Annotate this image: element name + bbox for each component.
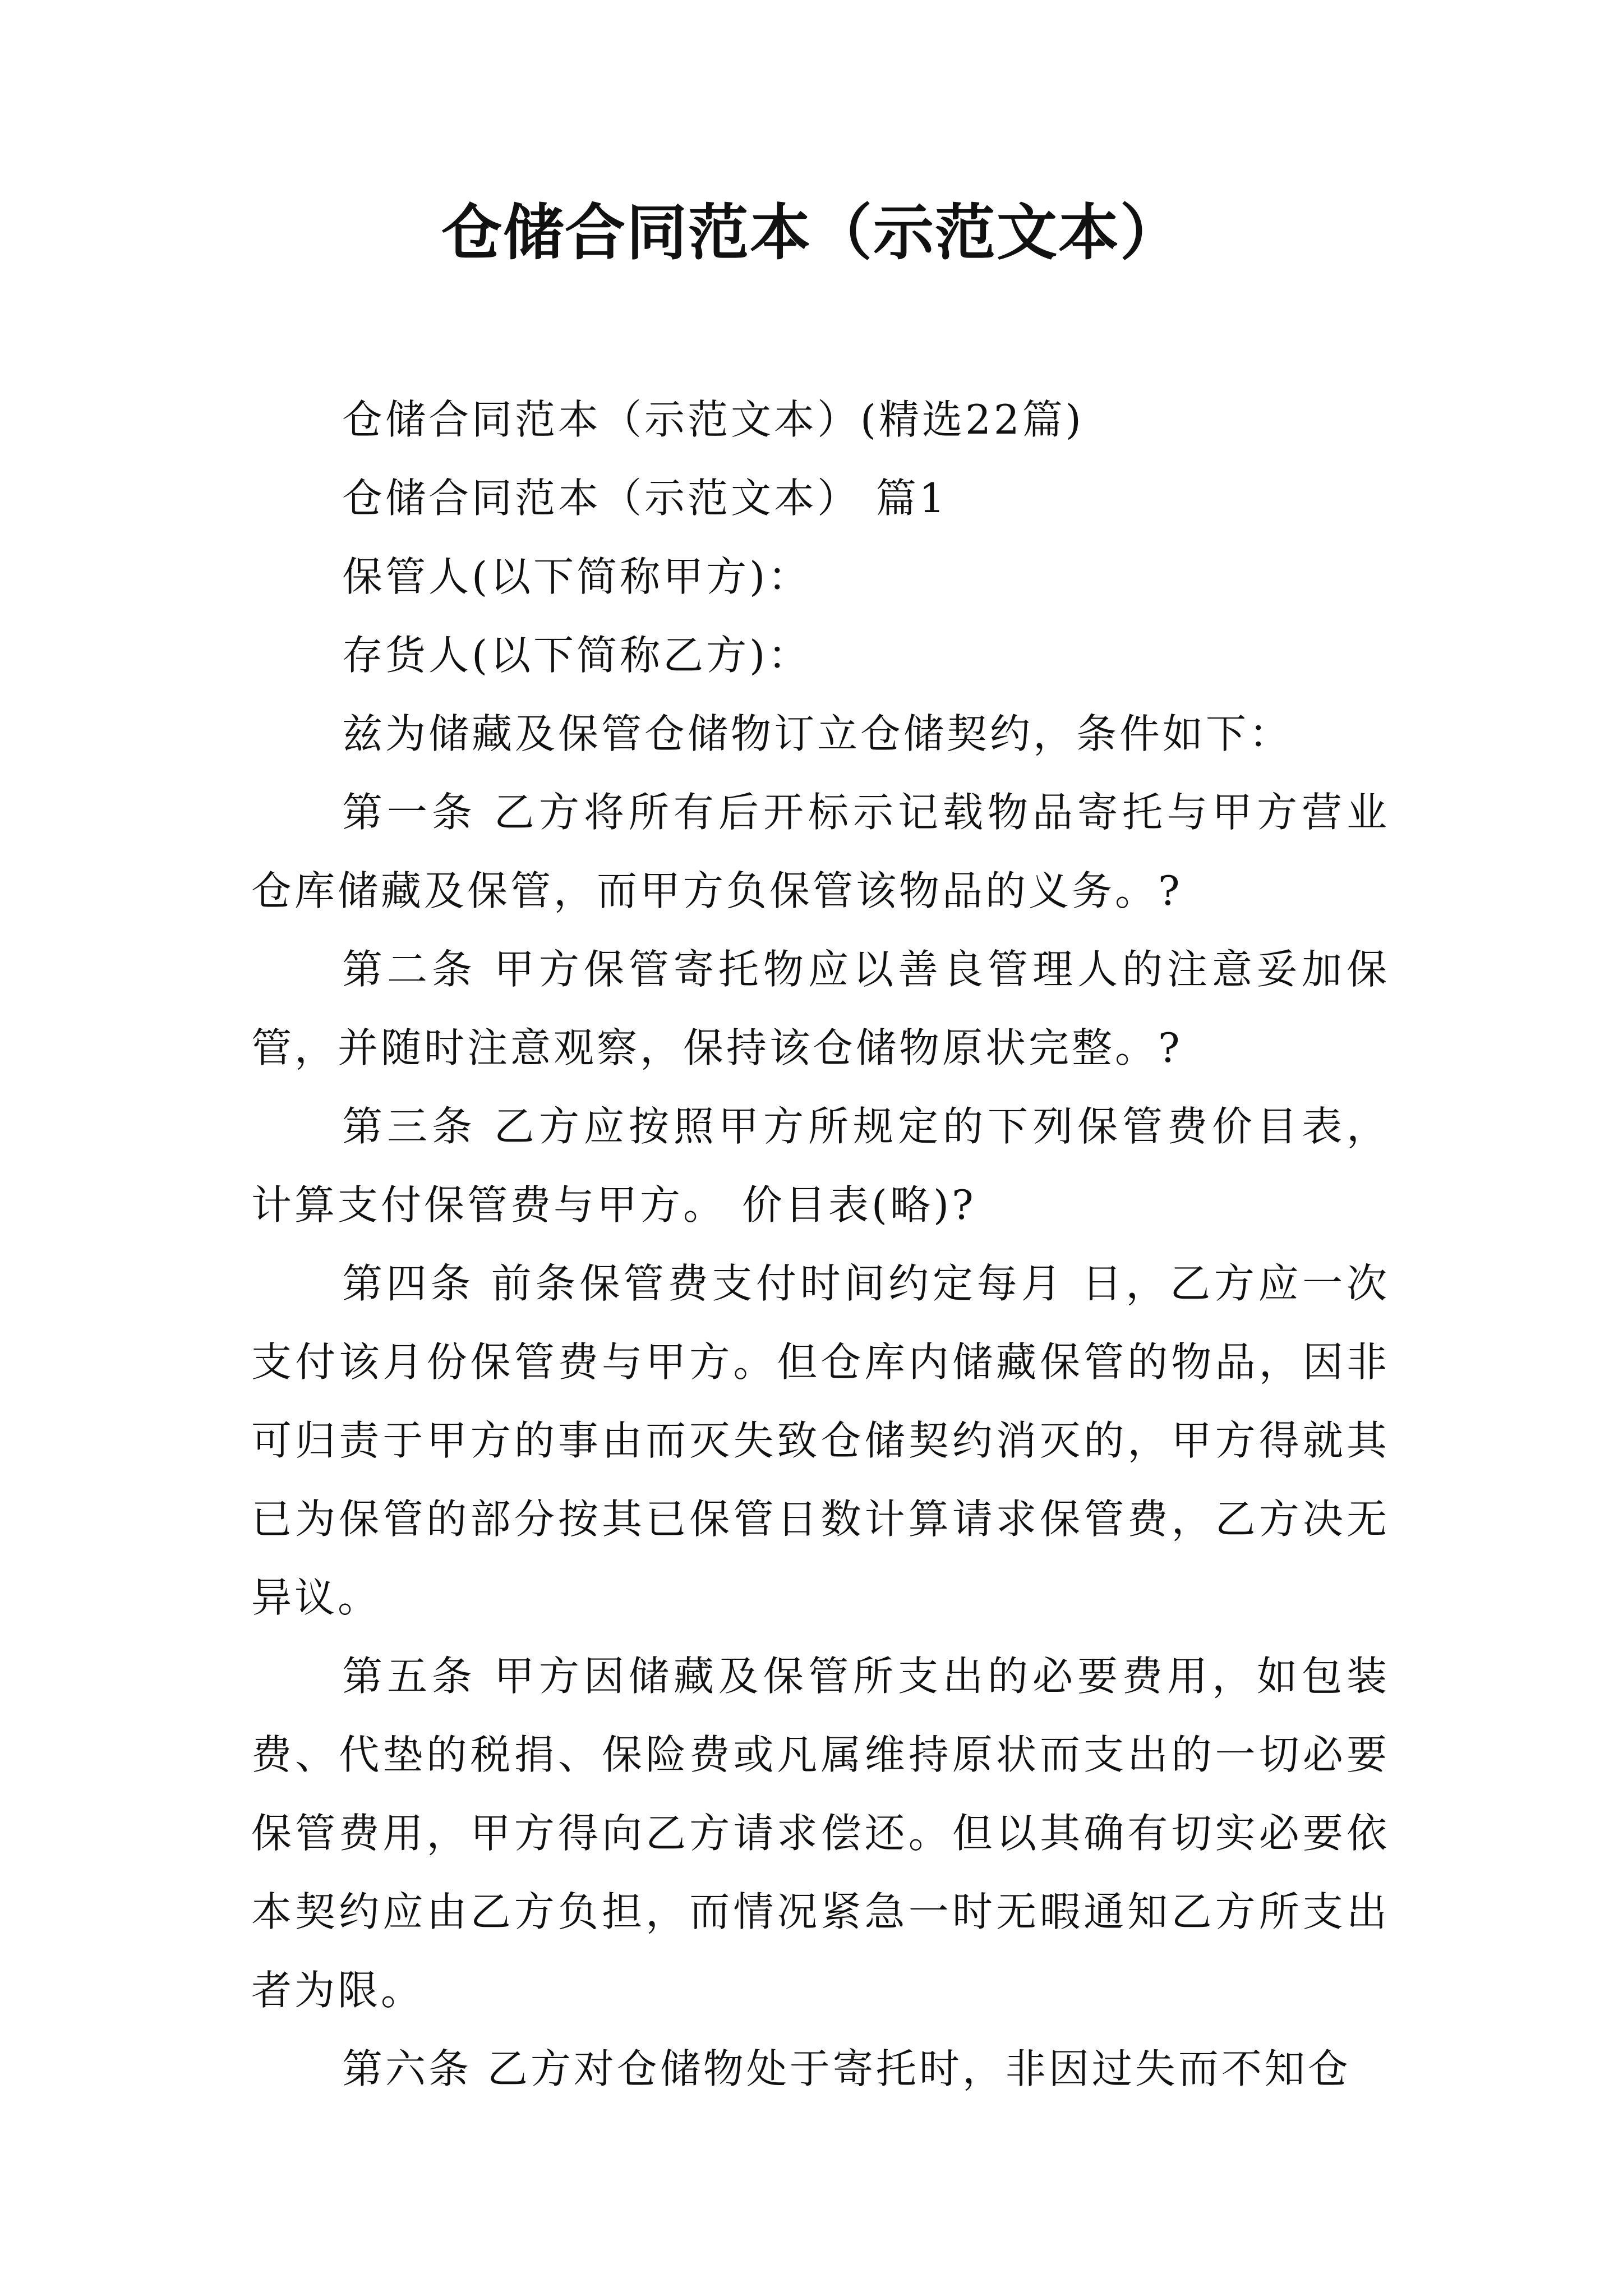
document-body — [251, 380, 1390, 2108]
paragraph-article-3: 第三条 乙方应按照甲方所规定的下列保管费价目表，计算支付保管费与甲方。 价目表(略)? — [251, 1103, 1390, 1228]
paragraph-collection-heading: 仓储合同范本（示范文本）(精选22篇) — [342, 396, 1084, 443]
paragraph-preamble: 兹为储藏及保管仓储物订立仓储契约，条件如下： — [342, 710, 1293, 757]
paragraph-party-a: 保管人(以下简称甲方)： — [342, 553, 811, 600]
paragraph-article-1: 第一条 乙方将所有后开标示记载物品寄托与甲方营业仓库储藏及保管，而甲方负保管该物品的义务。? — [251, 789, 1390, 914]
paragraph-party-b: 存货人(以下简称乙方)： — [342, 632, 811, 679]
paragraph-article-5: 第五条 甲方因储藏及保管所支出的必要费用，如包装费、代垫的税捐、保险费或凡属维持原状而支出的一切必要保管费用，甲方得向乙方请求偿还。但以其确有切实必要依本契约应由乙方负担，而情况紧急一时无暇通知乙方所支出者为限。 — [251, 1653, 1390, 2014]
paragraph-section-heading: 仓储合同范本（示范文本） 篇1 — [342, 475, 948, 522]
document-title: 仓储合同范本（示范文本） — [441, 197, 1182, 268]
paragraph-article-6: 第六条 乙方对仓储物处于寄托时，非因过失而不知仓 — [342, 2045, 1351, 2092]
paragraph-article-4: 第四条 前条保管费支付时间约定每月 日，乙方应一次支付该月份保管费与甲方。但仓库内储藏保管的物品，因非可归责于甲方的事由而灭失致仓储契约消灭的，甲方得就其已为保管的部分按其已保管日数计算请求保管费，乙方决无异议。 — [251, 1260, 1390, 1621]
paragraph-article-2: 第二条 甲方保管寄托物应以善良管理人的注意妥加保管，并随时注意观察，保持该仓储物原状完整。? — [251, 946, 1390, 1071]
